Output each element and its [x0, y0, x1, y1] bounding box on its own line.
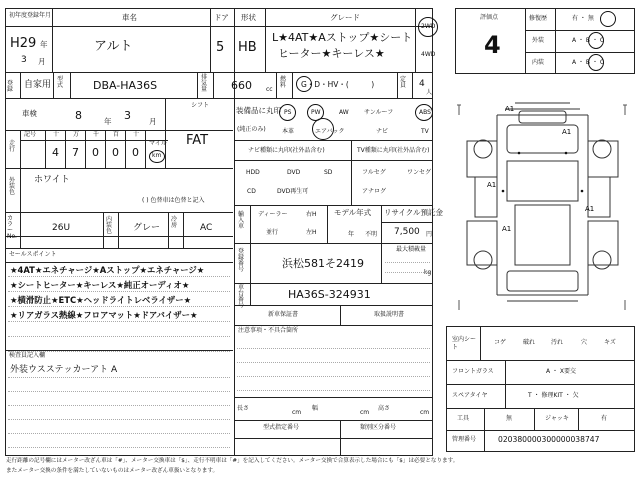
tv-header: TV種類に丸印(社外品含む) — [357, 147, 430, 154]
jack-value: 有 — [601, 415, 608, 422]
shape-value: HB — [238, 40, 257, 55]
footer-note-1: 走行距離の記号欄にはメーター改ざん車は「#」、メーター交換車は「$」、走行不明車は「#」を記入してください。メーター交換で合算表示した場合にも「$」は必要となります。 — [6, 458, 459, 464]
door-value: 5 — [216, 40, 225, 55]
displacement-unit: cc — [266, 86, 273, 93]
warranty-label: 新車保証書 — [268, 311, 299, 318]
model-label: 型式 — [57, 76, 64, 89]
chassis-label: 車台番号 — [238, 284, 245, 309]
mileage-digit: 0 — [112, 146, 119, 159]
mileage-digit: 4 — [52, 146, 59, 159]
mileage-unit-km: km — [152, 152, 162, 159]
chassis-value: HA36S-324931 — [288, 288, 371, 301]
displacement-label: 排気量 — [201, 74, 208, 93]
height-label: 高さ — [378, 405, 391, 412]
equipment-item: ABS — [419, 109, 431, 116]
mileage-digit-label: 十 — [133, 131, 140, 138]
caution-label: 注意事項・不具合箇所 — [238, 327, 299, 334]
repair-options: 有 ・ 無 — [572, 15, 594, 22]
import-parallel: 並行 — [266, 229, 279, 236]
door-label: ドア — [214, 13, 229, 22]
color-change-note: ( ) 色替車は色替と記入 — [142, 197, 205, 204]
mileage-digit-label: 万 — [73, 131, 80, 138]
equipment-item: TV — [421, 128, 429, 135]
damage-mark-a1: A1 — [562, 128, 572, 136]
mileage-digit-label: 記号 — [24, 131, 37, 138]
recycle-value: 7,500 — [394, 227, 420, 237]
grade-line-2: ヒーター★キーレス★ — [278, 47, 385, 60]
import-dealer: ディーラー — [258, 211, 288, 218]
mileage-digit: 0 — [92, 146, 99, 159]
length-unit: cm — [292, 409, 302, 416]
equipment-item: 本革 — [282, 128, 295, 135]
seat-item: 穴 — [581, 339, 588, 346]
navi-item: SD — [324, 169, 333, 176]
tv-item: アナログ — [362, 188, 387, 195]
capacity-value: 4 — [419, 79, 425, 89]
repair-none-circle-mark — [600, 11, 616, 27]
recycle-unit: 円 — [426, 231, 433, 238]
height-unit: cm — [420, 409, 430, 416]
ac-label: 冷房 — [171, 216, 178, 229]
seat-item: コゲ — [494, 339, 507, 346]
equipment-item: サンルーフ — [364, 109, 394, 116]
navi-item: HDD — [246, 169, 260, 176]
interior-b-circle-mark — [588, 54, 604, 71]
inspection-year: 8 — [75, 109, 82, 122]
width-unit: cm — [360, 409, 370, 416]
sales-point: ★4AT★エネチャージ★Aストップ★エネチャージ★ — [10, 265, 205, 275]
steering-left: 左H — [306, 229, 317, 236]
plate-value: 浜松581そ2419 — [282, 257, 364, 270]
seat-item: 汚れ — [551, 339, 564, 346]
exterior-grade-label: 外装 — [532, 37, 545, 44]
exterior-grades: A ・ B ・ C — [572, 37, 605, 44]
import-label: 輸入車 — [238, 211, 245, 230]
inspection-month: 3 — [124, 109, 131, 122]
interior-grade-label: 内装 — [532, 59, 545, 66]
tv-item: フルセグ — [362, 169, 386, 176]
mileage-digit: 0 — [132, 146, 139, 159]
equipment-item: PS — [284, 109, 292, 116]
shape-label: 形状 — [241, 13, 256, 22]
sales-point: ★横滑防止★ETC★ヘッドライトレベライザー★ — [10, 295, 192, 305]
drive-2wd: 2WD — [421, 23, 436, 30]
car-name-label: 車名 — [122, 13, 137, 22]
grade-label: グレード — [330, 13, 360, 22]
interior-grades: A ・ B ・ C — [572, 59, 605, 66]
mileage-unit-mile: マイル — [149, 140, 167, 147]
manual-label: 取扱説明書 — [374, 311, 405, 318]
exterior-color-value: ホワイト — [34, 175, 70, 185]
length-label: 長さ — [237, 405, 250, 412]
first-registration-year-unit: 年 — [40, 40, 48, 49]
fuel-value: G・D・HV・( ) — [301, 80, 375, 89]
recycle-label: リサイクル預託金 — [384, 208, 443, 217]
mileage-digit-label: 十 — [53, 131, 60, 138]
seat-item: キズ — [604, 339, 616, 346]
equipment-item: ナビ — [376, 128, 389, 135]
grade-line-1: L★4AT★Aストップ★シート — [272, 31, 413, 44]
equipment-item: AW — [339, 109, 349, 116]
registration-value: 自家用 — [24, 80, 52, 90]
footer-note-2: またメーター交換の条件を満たしていないものはメーター改ざん車扱いとなります。 — [6, 468, 219, 474]
inspector-note: 外装ウスステッカーアト A — [10, 365, 118, 375]
tool-value: 無 — [506, 415, 513, 422]
steering-right: 右H — [306, 211, 317, 218]
model-year-year: 年 — [348, 231, 355, 238]
inspection-label: 車検 — [22, 109, 37, 118]
management-label: 管理番号 — [452, 436, 477, 443]
inspection-month-unit: 月 — [149, 117, 157, 126]
inspection-year-unit: 年 — [104, 117, 112, 126]
seat-item: 破れ — [523, 339, 536, 346]
tv-item: ワンセグ — [407, 169, 432, 176]
color-code-label: カラーNo. — [7, 215, 17, 240]
exterior-color-label: 外装色 — [9, 177, 16, 196]
mileage-digit: 7 — [72, 146, 79, 159]
registration-label: 登録 — [7, 80, 14, 93]
model-year-value: 不明 — [365, 231, 378, 238]
navi-header: ナビ種類に丸印(社外品含む) — [248, 147, 325, 154]
max-load-unit: kg — [424, 269, 432, 276]
spare-tire-value: T ・ 修理KIT ・ 欠 — [528, 392, 579, 399]
equipment-sub-label: (純正のみ) — [237, 126, 266, 133]
spare-tire-label: スペアタイヤ — [452, 392, 488, 399]
equipment-label: 装備品に丸印 — [236, 106, 281, 115]
drive-4wd: 4WD — [421, 51, 436, 58]
category-label: 類別区分番号 — [360, 424, 397, 431]
score-label: 評価点 — [480, 14, 499, 21]
mileage-digit-label: 百 — [113, 131, 120, 138]
management-value: 020380000300000038747 — [498, 435, 600, 444]
front-glass-label: フロントガラス — [452, 368, 494, 375]
plate-label: 登録番号 — [238, 248, 245, 273]
navi-item: DVD — [287, 169, 301, 176]
car-damage-diagram — [445, 95, 640, 320]
first-registration-label: 初年度登録年月 — [9, 12, 52, 19]
equipment-item: エアバック — [315, 128, 345, 135]
damage-mark-a1: A1 — [502, 225, 512, 233]
first-registration-month: 3 — [21, 55, 27, 65]
sales-points-label: セールスポイント — [9, 251, 57, 258]
capacity-unit: 人 — [426, 89, 433, 96]
shift-value: FAT — [186, 133, 209, 148]
max-load-label: 最大積載量 — [396, 246, 427, 253]
displacement-value: 660 — [231, 79, 252, 92]
first-registration-month-unit: 月 — [38, 57, 46, 66]
ac-value: AC — [200, 223, 213, 233]
model-year-label: モデル年式 — [334, 208, 372, 217]
shift-label: シフト — [191, 102, 210, 109]
jack-label: ジャッキ — [545, 415, 569, 422]
capacity-label: 定員 — [400, 76, 407, 89]
width-label: 幅 — [312, 405, 319, 412]
designation-label: 型式指定番号 — [263, 424, 300, 431]
interior-color-label: 内装色 — [106, 216, 113, 235]
first-registration-era: H29 — [10, 36, 37, 51]
car-name-value: アルト — [94, 39, 133, 54]
equipment-item: PW — [311, 109, 321, 116]
damage-mark-a1: A1 — [505, 105, 515, 113]
repair-label: 修復歴 — [529, 15, 548, 22]
interior-color-value: グレー — [133, 223, 161, 233]
mileage-label: 走行 — [9, 140, 16, 153]
sales-point: ★シートヒーター★キーレス★純正オーディオ★ — [10, 280, 190, 290]
damage-mark-a1: A1 — [585, 205, 595, 213]
seat-label: 室内シート — [452, 336, 477, 351]
navi-item: DVD再生可 — [277, 188, 309, 195]
model-value: DBA-HA36S — [93, 79, 158, 92]
front-glass-value: A ・ X要交 — [546, 368, 577, 375]
inspector-notes-label: 検査員記入欄 — [9, 352, 46, 359]
tool-label: 工具 — [457, 415, 470, 422]
exterior-b-circle-mark — [588, 32, 604, 49]
mileage-digit-label: 千 — [93, 131, 100, 138]
score-value: 4 — [484, 31, 501, 59]
color-code-value: 26U — [52, 223, 71, 233]
sales-point: ★リアガラス熱線★フロアマット★ドアバイザー★ — [10, 310, 198, 320]
damage-mark-a1: A1 — [487, 181, 497, 189]
navi-item: CD — [247, 188, 256, 195]
fuel-label: 燃料 — [280, 76, 287, 89]
